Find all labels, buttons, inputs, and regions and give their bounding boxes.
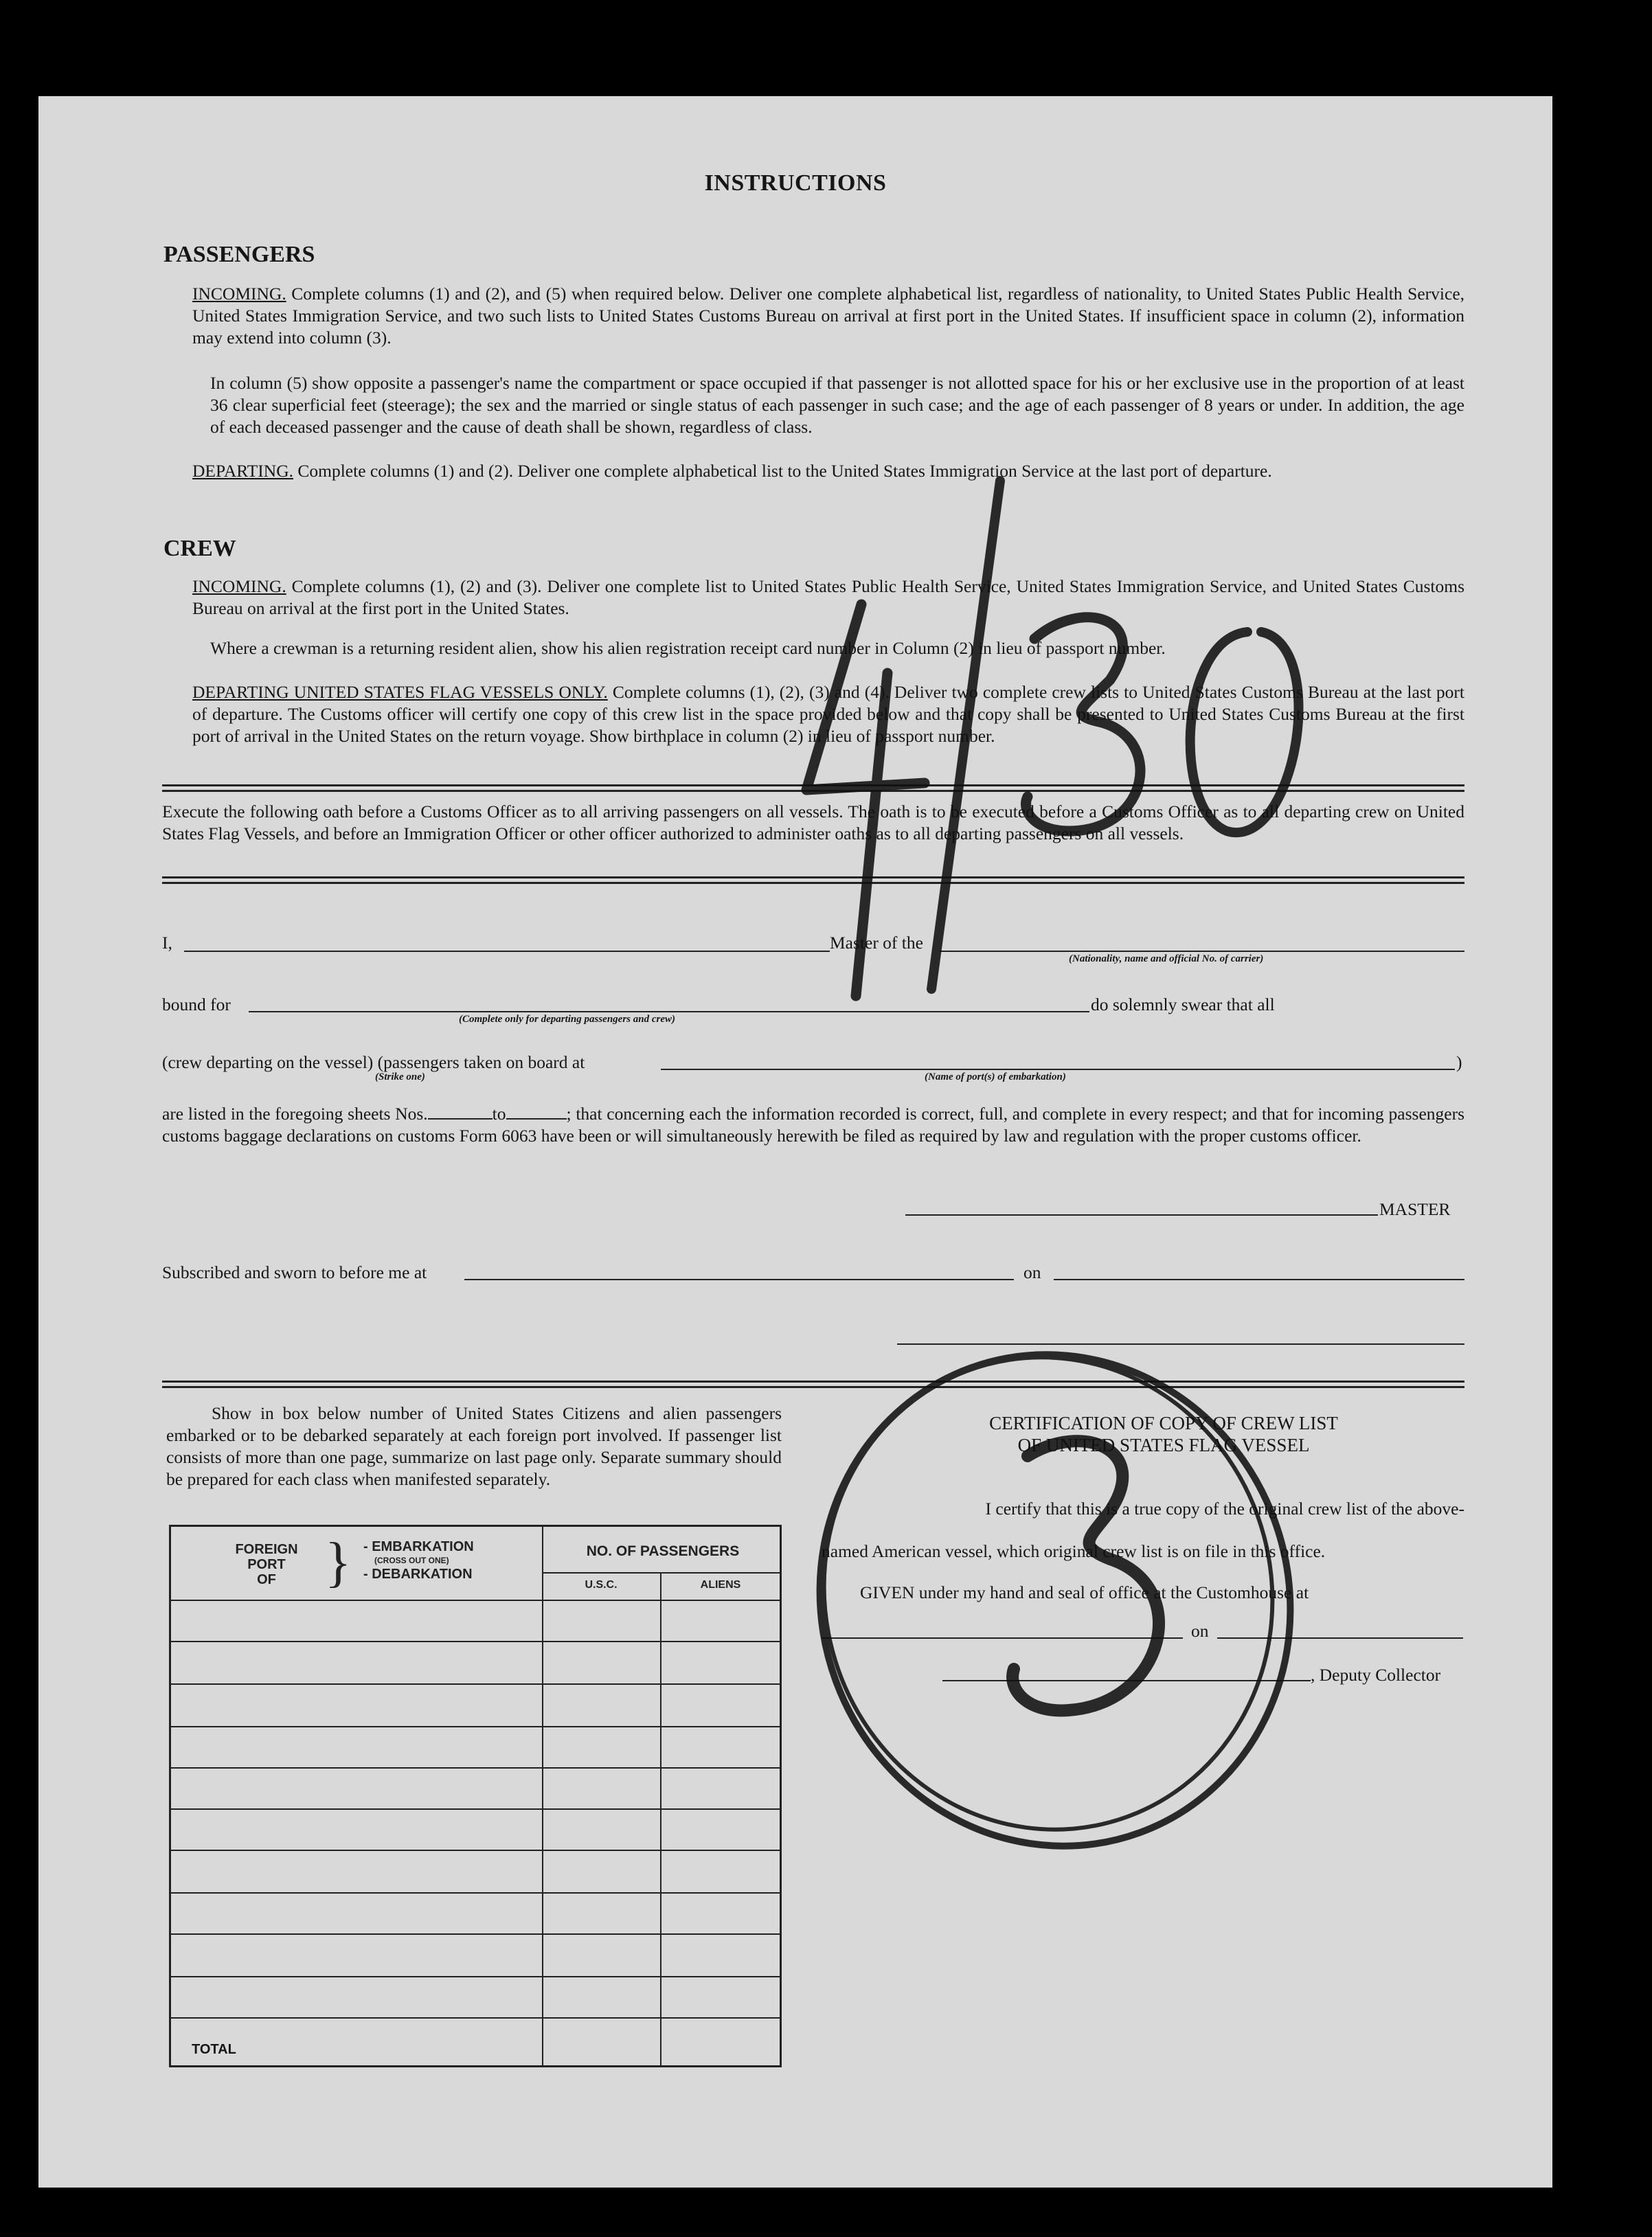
named-vessel-text: named American vessel, which original crew list is on file in this office. bbox=[822, 1541, 1326, 1561]
passengers-column5-paragraph: In column (5) show opposite a passenger's name the compartment or space occupied if that passenger is not allotted space for his or her exclusive use in the proportion of at least 36 clear superficial feet (steerage); the sex and the married or single status of each passenger in such case; and the age of each passenger of 8 years or under. In addition, the age of each deceased passenger and the cause of death shall be shown, regardless of class. bbox=[210, 373, 1464, 437]
page-title: INSTRUCTIONS bbox=[704, 170, 887, 196]
passengers-incoming-label: INCOMING. bbox=[192, 284, 286, 304]
total-label: TOTAL bbox=[192, 2042, 236, 2057]
debarkation-header: - DEBARKATION bbox=[363, 1567, 473, 1582]
handwritten-3 bbox=[1026, 617, 1141, 831]
handwritten-circle bbox=[751, 1288, 1359, 1912]
crew-flag-label: DEPARTING UNITED STATES FLAG VESSELS ONLY. bbox=[192, 682, 608, 702]
no-of-passengers-header: NO. OF PASSENGERS bbox=[586, 1543, 740, 1559]
document-page bbox=[38, 96, 1552, 2188]
embarkation-header: - EMBARKATION bbox=[363, 1539, 474, 1554]
crew-alien-paragraph: Where a crewman is a returning resident alien, show his alien registration receipt card number in Column (2) in lieu of passport number. bbox=[210, 638, 1166, 658]
swear-text: do solemnly swear that all bbox=[1091, 995, 1275, 1014]
subscribed-on-label: on bbox=[1023, 1262, 1041, 1282]
passengers-departing-text: Complete columns (1) and (2). Deliver one complete alphabetical list to the United States Immigration Service at the last port of departure. bbox=[297, 461, 1272, 481]
deputy-collector-label: , Deputy Collector bbox=[1311, 1665, 1441, 1685]
passengers-departing-label: DEPARTING. bbox=[192, 461, 293, 481]
certification-title-line-1: CERTIFICATION OF COPY OF CREW LIST bbox=[989, 1413, 1338, 1433]
crew-incoming-label: INCOMING. bbox=[192, 576, 286, 596]
listed-text-c: that for incoming passengers customs baggage declarations on customs Form 6063 have been or will simultaneously herewith be filed as required by law and regulation with the proper customs officer. bbox=[162, 1104, 1465, 1146]
certify-text: I certify that this is a true copy of the original crew list of the above- bbox=[985, 1499, 1464, 1519]
crew-flag-text: Complete columns (1), (2), (3) and (4). Deliver two complete crew lists to United States Customs Bureau at the last port of departure. The Customs officer will certify one copy of this crew list in the space provided below and that copy shall be presented to United States Customs Bureau at the first port of arrival in the United States on the return voyage. Show birthplace in column (2) in lieu of passport number. bbox=[192, 682, 1464, 746]
listed-text-a: are listed in the foregoing sheets Nos. bbox=[162, 1104, 428, 1124]
certification-on-label: on bbox=[1191, 1621, 1209, 1641]
subscribed-label: Subscribed and sworn to before me at bbox=[162, 1262, 427, 1282]
strike-one-caption: (Strike one) bbox=[375, 1071, 425, 1082]
crew-passengers-text: (crew departing on the vessel) (passengers taken on board at bbox=[162, 1052, 585, 1072]
passengers-incoming-text: Complete columns (1) and (2), and (5) when required below. Deliver one complete alphabetical list, regardless of nationality, to United States Public Health Service, United States Immigration Service, and two such lists to United States Customs Bureau on arrival at first port in the United States. If insufficient space in column (2), information may extend into column (3). bbox=[192, 284, 1465, 348]
handwritten-circled-3 bbox=[1012, 1441, 1159, 1710]
certification-title-line-2: OF UNITED STATES FLAG VESSEL bbox=[1017, 1435, 1310, 1455]
usc-header: U.S.C. bbox=[585, 1579, 618, 1591]
handwritten-slash bbox=[931, 481, 1000, 989]
crew-heading: CREW bbox=[163, 536, 236, 561]
listed-to: to bbox=[492, 1104, 506, 1124]
crew-incoming-text: Complete columns (1), (2) and (3). Deliver one complete list to United States Public Health Service, United States Immigration Service, and United States Customs Bureau on arrival at the first port in the United States. bbox=[192, 576, 1465, 618]
oath-instruction: Execute the following oath before a Customs Officer as to all arriving passengers on all vessels. The oath is to be executed before a Customs Officer as to all departing crew on United States Flag Vessels, and before an Immigration Officer or other officer authorized to administer oaths as to all departing passengers on all vessels. bbox=[162, 802, 1464, 843]
given-text: GIVEN under my hand and seal of office at the Customhouse at bbox=[860, 1582, 1309, 1602]
bound-for-label: bound for bbox=[162, 995, 231, 1014]
aliens-header: ALIENS bbox=[700, 1579, 741, 1591]
carrier-caption: (Nationality, name and official No. of carrier) bbox=[1069, 953, 1264, 964]
bound-for-caption: (Complete only for departing passengers and crew) bbox=[459, 1014, 675, 1025]
handwritten-0 bbox=[1190, 632, 1299, 832]
summary-instruction: Show in box below number of United States Citizens and alien passengers embarked or to be debarked separately at each foreign port involved. If passenger list consists of more than one page, summarize on last page only. Separate summary should be prepared for each class when manifested separately. bbox=[166, 1403, 782, 1489]
ports-caption: (Name of port(s) of embarkation) bbox=[925, 1071, 1066, 1082]
brace-icon: } bbox=[325, 1532, 352, 1593]
master-label: MASTER bbox=[1379, 1199, 1451, 1219]
oath-i-label: I, bbox=[162, 933, 172, 953]
master-of-label: Master of the bbox=[830, 933, 923, 953]
passengers-heading: PASSENGERS bbox=[163, 242, 315, 267]
cross-out-one-note: (CROSS OUT ONE) bbox=[374, 1556, 449, 1565]
handwriting-overlay bbox=[38, 96, 1552, 2188]
listed-text-b: ; that concerning each the information recorded is correct, full, and complete in every respect; and bbox=[566, 1104, 1258, 1124]
close-paren: ) bbox=[1456, 1052, 1462, 1072]
foreign-port-header: FOREIGN PORT OF bbox=[235, 1542, 298, 1587]
handwritten-4 bbox=[806, 604, 925, 996]
